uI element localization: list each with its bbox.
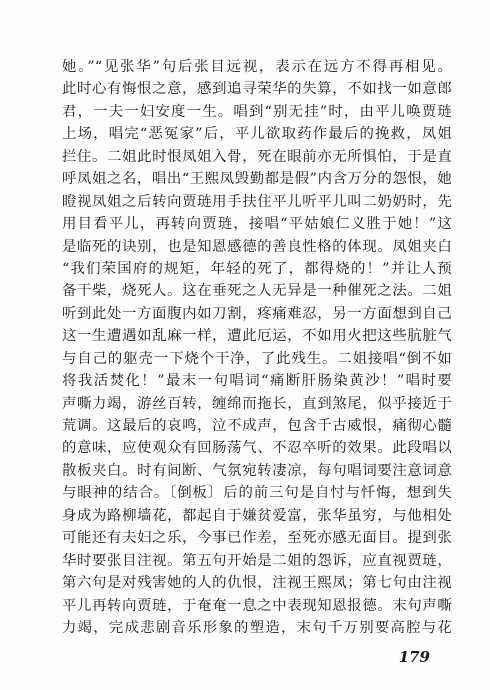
text-line-7: 瞪视凤姐之后转向贾琏用手扶住平儿听平儿叫二奶奶时，先 — [62, 193, 452, 210]
text-line-21: 身成为路柳墙花，都起自于嫌贫爱富，张华虽穷，与他相处 — [62, 507, 452, 524]
text-line-19: 散板夹白。时有间断、气氛宛转凄凉，每句唱词要注意词意 — [62, 462, 452, 479]
text-line-24: 第六句是对残害她的人的仇恨，注视王熙凤；第七句由注视 — [62, 575, 452, 592]
text-line-18: 的意味，应使观众有回肠荡气、不忍卒听的效果。此段唱以 — [62, 440, 452, 457]
text-line-6: 呼凤姐之名，唱出“王熙凤毁勤都是假”内含万分的怨恨，她 — [62, 171, 452, 188]
text-line-17: 荒调。这最后的哀鸣，泣不成声，包含千古威恨，痛彻心髓 — [62, 418, 452, 434]
text-line-26: 力竭，完成悲剧音乐形象的塑造，末句千万别要高腔与花 — [62, 619, 452, 636]
text-line-1: 她。”“见张华”句后张目远视，表示在远方不得再相见。 — [62, 59, 452, 75]
text-line-4: 上场，唱完“恶冤家”后，平儿欲取药作最后的挽救，凤姐 — [62, 126, 452, 143]
text-line-11: 备干柴，烧死人。这在垂死之人无异是一种催死之法。二姐 — [62, 283, 452, 300]
text-line-9: 是临死的诀别，也是知恩感德的善良性格的体现。凤姐夹白 — [62, 238, 452, 255]
text-line-25: 平儿再转向贾琏，于奄奄一息之中表现知恩报德。末句声嘶 — [62, 597, 452, 614]
text-line-5: 拦住。二姐此时恨凤姐入骨，死在眼前亦无所惧怕，于是直 — [62, 148, 452, 165]
text-line-14: 与自己的躯壳一下烧个干净，了此残生。二姐接唱“倒不如 — [62, 350, 452, 367]
text-line-3: 君，一夫一妇安度一生。唱到“别无挂”时，由平儿唤贾琏 — [62, 103, 452, 120]
text-line-15: 将我活焚化！”最末一句唱词“痛断肝肠染黄沙！”唱时要 — [62, 373, 452, 390]
text-line-12: 听到此处一方面腹内如刀割，疼痛难忍，另一方面想到自己 — [62, 305, 452, 322]
text-line-13: 这一生遭遇如乱麻一样，遭此厄运，不如用火把这些肮脏气 — [62, 328, 452, 345]
text-line-10: “我们荣国府的规矩，年轻的死了，都得烧的！”并让人预 — [62, 260, 452, 277]
text-line-8: 用目看平儿，再转向贾琏，接唱“平姑娘仁义胜于她！”这 — [62, 216, 452, 233]
text-line-23: 华时要张目注视。第五句开始是二姐的怨诉，应直视贾琏， — [62, 552, 452, 569]
text-line-22: 可能还有夫妇之乐，今事已作差，至死亦感无面目。提到张 — [62, 530, 452, 547]
text-line-16: 声嘶力竭，游丝百转，缠绵而拖长，直到煞尾，似乎接近于 — [62, 395, 452, 412]
text-line-20: 与眼神的结合。〔倒板〕后的前三句是自忖与忏悔，想到失 — [62, 485, 452, 502]
page-number: 179 — [398, 648, 430, 666]
body-text — [62, 56, 452, 639]
text-line-2: 此时心有悔恨之意，感到追寻荣华的失算，不如找一如意郎 — [62, 81, 452, 98]
